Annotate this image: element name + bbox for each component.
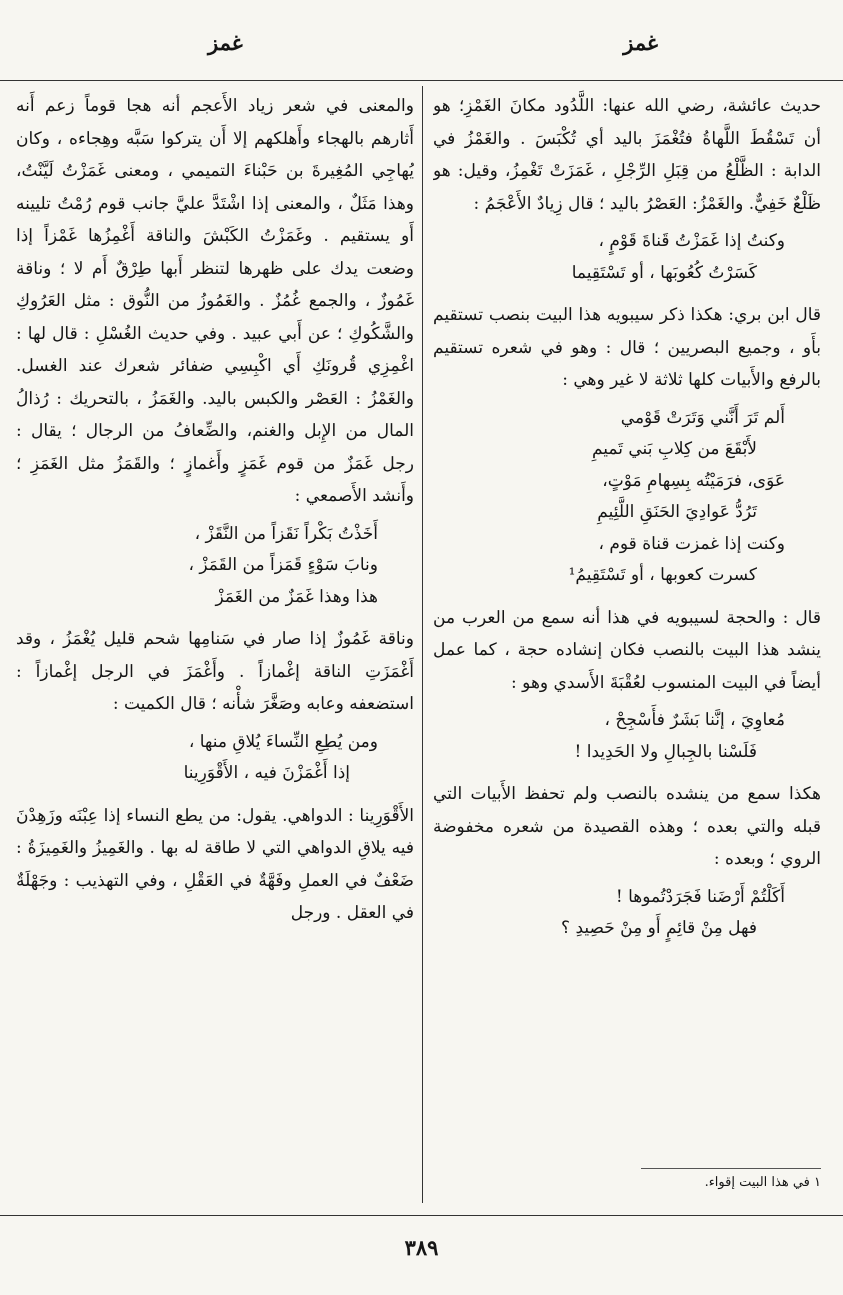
verse-block [433, 705, 821, 768]
verse-line: إذا أَغْمَزْنَ فيه ، الأَقْوَرِينا [183, 763, 350, 783]
verse-block [16, 727, 414, 790]
paragraph: قال : والحجة لسيبويه في هذا أنه سمع من العرب من ينشد هذا البيت بالنصب فكان إنشاده حجة ، كما عمل أيضاً في البيت المنسوب لعُقْبَةَ الأَسدي وهو : [433, 607, 821, 693]
verse-line: فهل مِنْ قائِمٍ أَو مِنْ حَصِيدِ ؟ [561, 918, 757, 938]
verse-line: تَرُدُّ عَوادِيَ الحَنَقِ اللَّئِيمِ [597, 502, 757, 522]
verse-line: أَكَلْتُمْ أَرْضَنا فَجَرَدْتُموها ! [615, 886, 785, 907]
verse-line: كسرت كعوبها ، أو تَسْتَقِيمُ¹ [568, 565, 757, 585]
running-header-left: غمز [208, 30, 243, 55]
verse-line: هذا وهذا غَمَزٌ من الغَمَزْ [215, 586, 378, 607]
verse-block [433, 403, 821, 592]
paragraph: هكذا سمع من ينشده بالنصب ولم تحفظ الأَبيات التي قبله والتي بعده ؛ وهذه القصيدة من شعره مخفوضة الروي ؛ وبعده : [433, 784, 821, 869]
page-number: ٣٨٩ [404, 1235, 439, 1260]
paragraph: والمعنى في شعر زياد الأَعجم أنه هجا قوماً زعم أَنه أَثارهم بالهجاء وأَهلكهم إلا أَن يتركوا سَبَّه وهِجاءه ، وكان يُهاجِي المُغِيرةَ بن حَبْناءَ التميمي ، ومعنى غَمَزْتُ لَيَّنْتُ، وهذا مَثَلٌ ، والمعنى إذا اشْتَدَّ عليَّ جانب قوم رُمْتُ تليينه أَو يستقيم . وغَمَزْتُ الكَبْشَ والناقة أَغْمِزُها غَمْزاً إذا وضعت يدك على ظهرها لتنظر أَبها طِرْقٌ أَم لا ؛ وناقة غَمُوزٌ ، والجمع غُمُزٌ . والغَمُوزُ من النُّوق : مثل العَرُوكِ والشَّكُوكِ ؛ عن أَبي عبيد . وفي حديث الغُسْلِ : قال لها : اغْمِزِي قُرونَكِ أَي اكْبِسِي ضفائر شعرك عند الغسل. والغَمْزُ : العَصْر والكبس باليد. والغَمَزُ ، بالتحريك : رُذالُ المال من الإِبل والغنم، والضِّعافُ من الرجال ؛ يقال : رجل غَمَزٌ من قوم غَمَزٍ وأَغمازٍ ؛ والقَمَزُ مثل الغَمَزِ ؛ وأَنشد الأَصمعي : [16, 96, 414, 506]
paragraph: وناقة غَمُوزٌ إذا صار في سَنامِها شحم قليل يُغْمَزُ ، وقد أَغْمَزَتِ الناقة إغْمازاً . وأَغْمَزَ في الرجل إغْمازاً : استضعفه وعابه وصَغَّرَ شأْنه ؛ قال الكميت : [16, 629, 414, 714]
header-rule [0, 80, 843, 81]
verse-line: أَخَذْتُ بَكْراً نَقَزاً من النَّقَزْ ، [194, 523, 378, 544]
verse-line: فَلَسْنا بالجِبالِ ولا الحَدِيدا ! [574, 741, 757, 762]
running-header-right: غمز [623, 30, 658, 55]
verse-block [433, 882, 821, 945]
column-divider [422, 86, 423, 1203]
verse-block [433, 226, 821, 289]
verse-line: عَوَى، فرَمَيْتُه بِسِهامِ مَوْتٍ، [602, 470, 785, 491]
verse-line: ومن يُطِعِ النِّساءَ يُلاقِ منها ، [188, 731, 378, 752]
verse-line: ونابَ سَوْءٍ قَمَزاً من القَمَزْ ، [188, 555, 378, 575]
footnote-rule [641, 1168, 821, 1169]
footer-rule [0, 1215, 843, 1216]
verse-line: وكنت إذا غمزت قناة قوم ، [598, 533, 785, 554]
left-column [16, 90, 414, 1210]
paragraph: حديث عائشة، رضي الله عنها: اللَّدُود مكانَ الغَمْزِ؛ هو أن تَسْقُطَ اللَّهاةُ فتُغْمَزَ باليد أي تُكْبَسَ . والغَمْزُ في الدابة : الظَّلْعُ من قِبَلِ الرِّجْلِ ، غَمَزَتْ تَغْمِزُ، وقيل: هو ظَلْعٌ خَفِيٌّ. والغَمْزُ: العَصْرُ باليد ؛ قال زِيادٌ الأَعْجَمُ : [433, 96, 821, 214]
verse-block [16, 519, 414, 614]
paragraph: الأَقْوَرِينا : الدواهي. يقول: من يطع النساء إذا عِبْنَه وزَهِدْنَ فيه يلاقِ الدواهي التي لا طاقة له بها . والغَمِيزُ والغَمِيزَةُ : ضَعْفٌ في العملِ وفَهَّةٌ في العَقْلِ ، وفي التهذيب : وجَهْلَةٌ في العقل . ورجل [16, 805, 414, 923]
footnote: ١ في هذا البيت إقواء. [704, 1175, 821, 1190]
verse-line: مُعاوِيَ ، إنَّنا بَشَرٌ فأَسْجِحْ ، [604, 710, 785, 730]
right-column [433, 90, 821, 1210]
paragraph: قال ابن بري: هكذا ذكر سيبويه هذا البيت بنصب تستقيم بأَو ، وجميع البصريين ؛ قال : وهو في شعره تستقيم بالرفع والأَبيات كلها ثلاثة لا غير وهي : [433, 305, 821, 390]
verse-line: أَلم تَرَ أَنَّني وَتَرَتْ قَوْمي [620, 407, 785, 428]
verse-line: لأَبْقَعَ من كِلابِ بَني تَميمِ [591, 439, 757, 459]
verse-line: وكنتُ إذا غَمَزْتُ قَناةَ قَوْمٍ ، [598, 231, 785, 251]
verse-line: كَسَرْتُ كُعُوبَها ، أو تَسْتَقِيما [571, 262, 757, 283]
